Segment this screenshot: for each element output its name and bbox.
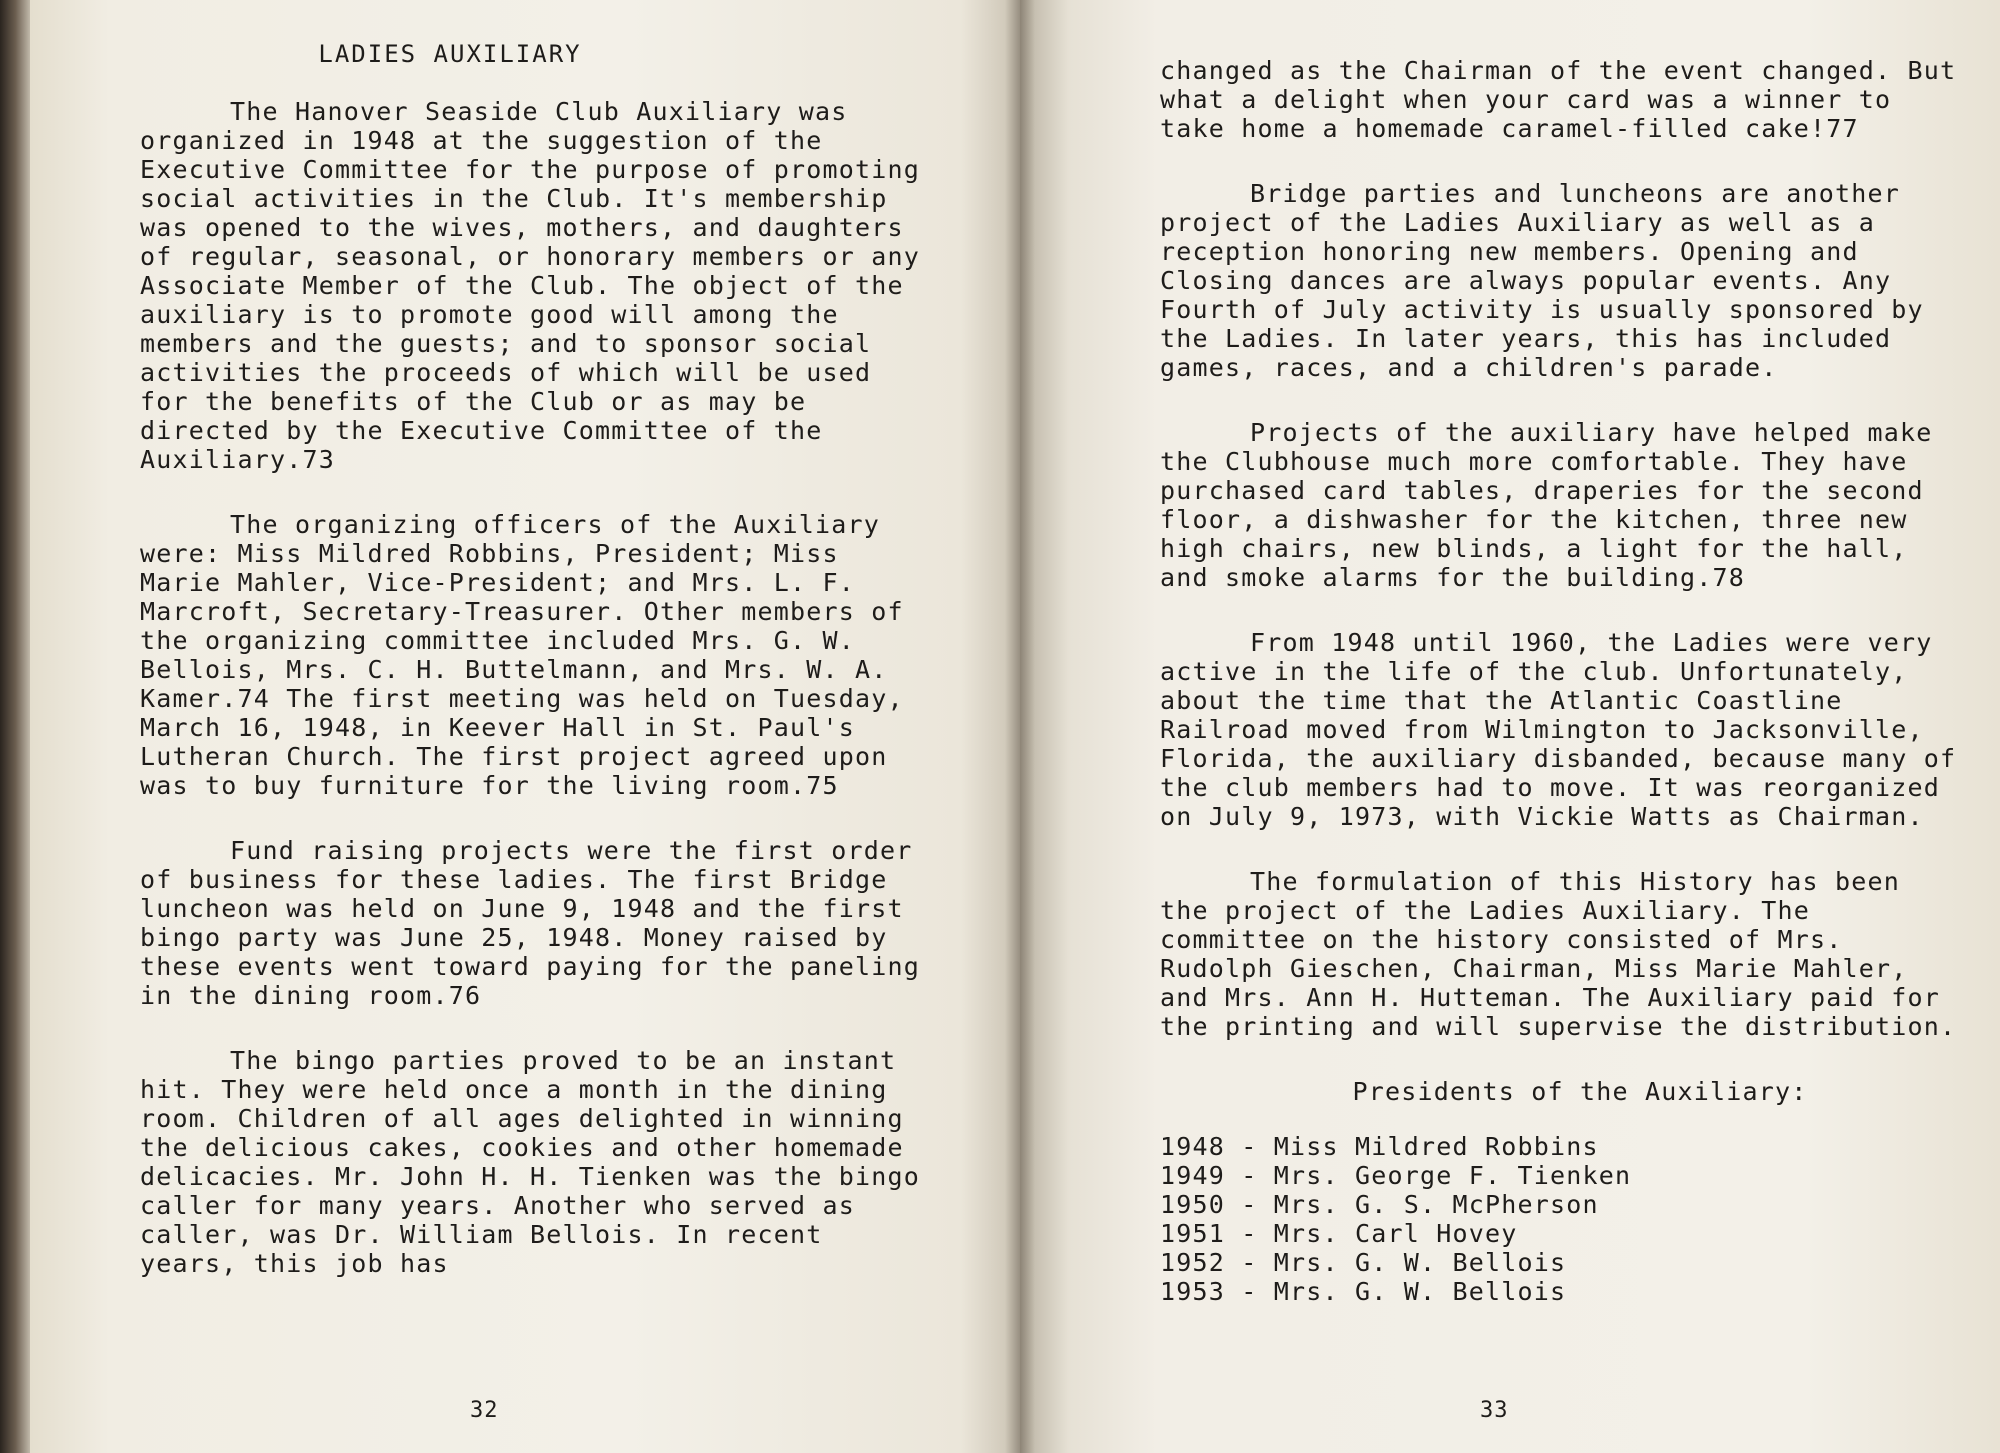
- left-page-text: [140, 40, 930, 1314]
- page-number-left: 32: [470, 1398, 499, 1423]
- paragraph-projects: Projects of the auxiliary have helped make the Clubhouse much more comfortable. They have purchased card tables, draperies for the second floor, a dishwasher for the kitchen, three new high chairs, new blinds, a light for the hall, and smoke alarms for the building.78: [1160, 418, 1933, 592]
- presidents-list: [1160, 1132, 1960, 1306]
- paragraph-officers: The organizing officers of the Auxiliary were: Miss Mildred Robbins, President; Miss Marie Mahler, Vice-President; and Mrs. L. F. Marcroft, Secretary-Treasurer. Other members of the organizing committee included Mrs. G. W. Bellois, Mrs. C. H. Buttelmann, and Mrs. W. A. Kamer.74 The first meeting was held on Tuesday, March 16, 1948, in Keever Hall in St. Paul's Lutheran Church. The first project agreed upon was to buy furniture for the living room.75: [140, 510, 904, 800]
- list-item: 1951 - Mrs. Carl Hovey: [1160, 1219, 1518, 1248]
- paragraph-history-1948-1973: From 1948 until 1960, the Ladies were very active in the life of the club. Unfortunately, about the time that the Atlantic Coastline Railroad moved from Wilmington to Jacksonville, Florida, the auxiliary disbanded, because many of the club members had to move. It was reorganized on July 9, 1973, with Vickie Watts as Chairman.: [1160, 628, 1957, 831]
- paragraph-bingo: The bingo parties proved to be an instant hit. They were held once a month in the dining room. Children of all ages delighted in winning the delicious cakes, cookies and other homemade delicacies. Mr. John H. H. Tienken was the bingo caller for many years. Another who served as caller, was Dr. William Bellois. In recent years, this job has: [140, 1046, 921, 1278]
- list-item: 1949 - Mrs. George F. Tienken: [1160, 1161, 1632, 1190]
- page-number-right: 33: [1480, 1398, 1509, 1423]
- list-item: 1952 - Mrs. G. W. Bellois: [1160, 1248, 1567, 1277]
- list-item: 1950 - Mrs. G. S. McPherson: [1160, 1190, 1599, 1219]
- paragraph-bridge-parties: Bridge parties and luncheons are another project of the Ladies Auxiliary as well as a reception honoring new members. Opening and Closing dances are always popular events. Any Fourth of July activity is usually sponsored by the Ladies. In later years, this has included games, races, and a children's parade.: [1160, 179, 1924, 382]
- paragraph-continuation: changed as the Chairman of the event changed. But what a delight when your card was a winner to take home a homemade caramel-filled cake!77: [1160, 56, 1957, 143]
- list-item: 1948 - Miss Mildred Robbins: [1160, 1132, 1599, 1161]
- presidents-heading: Presidents of the Auxiliary:: [1352, 1077, 1808, 1106]
- paragraph-fund-raising: Fund raising projects were the first order of business for these ladies. The first Bridge luncheon was held on June 9, 1948 and the first bingo party was June 25, 1948. Money raised by these events went toward paying for the paneling in the dining room.76: [140, 836, 921, 1010]
- book-edge: [0, 0, 34, 1453]
- paragraph-organization: The Hanover Seaside Club Auxiliary was organized in 1948 at the suggestion of the Executive Committee for the purpose of promoting social activities in the Club. It's membership was opened to the wives, mothers, and daughters of regular, seasonal, or honorary members or any Associate Member of the Club. The object of the auxiliary is to promote good will among the members and the guests; and to sponsor social activities the proceeds of which will be used for the benefits of the Club or as may be directed by the Executive Committee of the Auxiliary.73: [140, 97, 921, 474]
- book-gutter: [1005, 0, 1035, 1453]
- section-heading: LADIES AUXILIARY: [318, 40, 582, 68]
- list-item: 1953 - Mrs. G. W. Bellois: [1160, 1277, 1567, 1306]
- right-page-text: [1160, 56, 1960, 1306]
- paragraph-formulation: The formulation of this History has been the project of the Ladies Auxiliary. The committee on the history consisted of Mrs. Rudolph Gieschen, Chairman, Miss Marie Mahler, and Mrs. Ann H. Hutteman. The Auxiliary paid for the printing and will supervise the distribution.: [1160, 867, 1957, 1041]
